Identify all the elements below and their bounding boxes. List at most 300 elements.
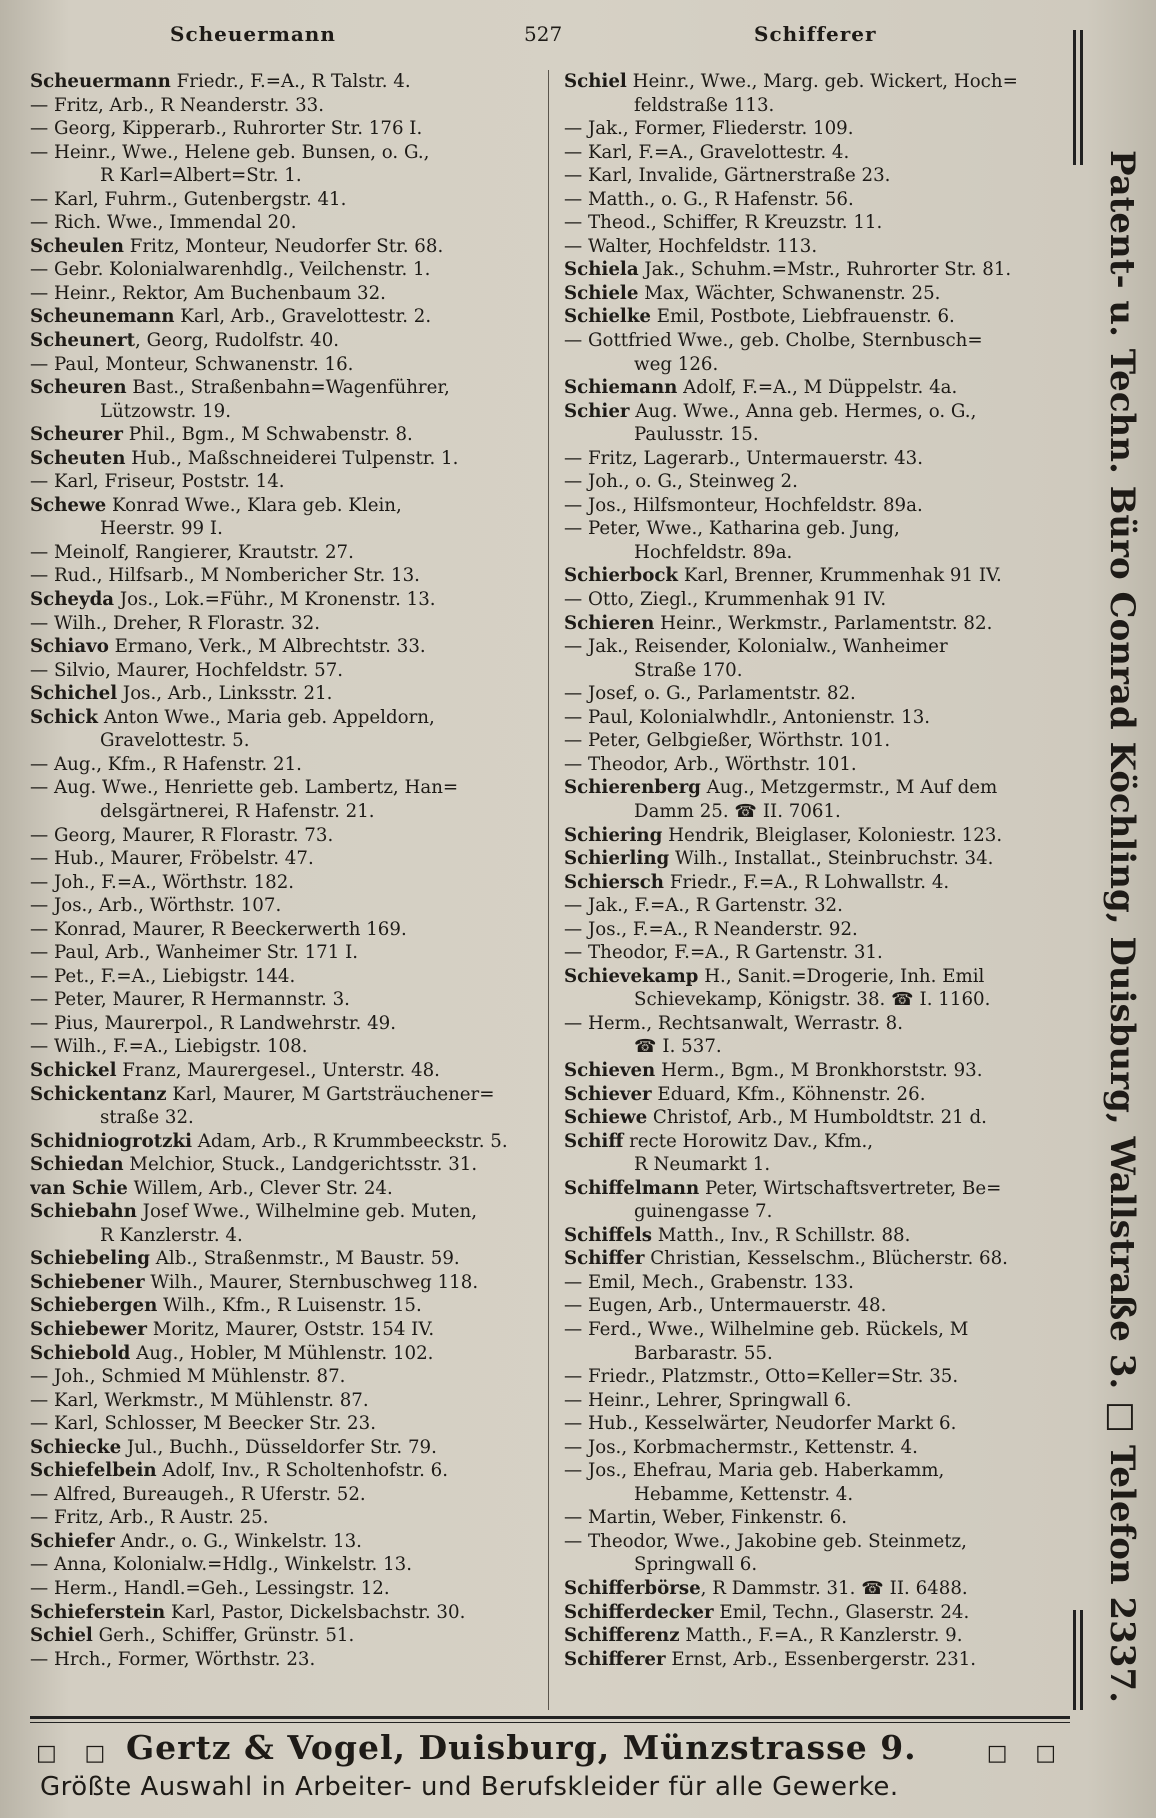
entry-details: Peter, Wirtschaftsvertreter, Be= (699, 1177, 1002, 1199)
entry-details: Willem, Arb., Clever Str. 24. (127, 1177, 393, 1199)
entry-details: straße 32. (100, 1107, 194, 1129)
entry-surname: Schieferstein (30, 1601, 166, 1623)
directory-entry (30, 824, 550, 848)
entry-details: H., Sanit.=Drogerie, Inh. Emil (698, 965, 985, 987)
entry-details: Anton Wwe., Maria geb. Appeldorn, (98, 706, 435, 728)
entry-surname: Schifferer (564, 1648, 666, 1670)
entry-details: — Jos., Ehefrau, Maria geb. Haberkamm, (564, 1460, 945, 1482)
directory-entry (564, 235, 1064, 259)
entry-details: Schievekamp, Königstr. 38. ☎ I. 1160. (634, 989, 991, 1011)
directory-entry (564, 117, 1064, 141)
entry-surname: Schickentanz (30, 1083, 167, 1105)
entry-details: — Pet., F.=A., Liebigstr. 144. (30, 965, 296, 987)
directory-entry (30, 1012, 550, 1036)
entry-surname: Schiefer (30, 1530, 115, 1552)
directory-entry (30, 164, 550, 188)
entry-details: — Ferd., Wwe., Wilhelmine geb. Rückels, M (564, 1318, 969, 1340)
entry-surname: Schievekamp (564, 965, 699, 987)
directory-entry (564, 1459, 1064, 1483)
entry-details: — Karl, Schlosser, M Beecker Str. 23. (30, 1413, 376, 1435)
entry-details: — Hrch., Former, Wörthstr. 23. (30, 1648, 316, 1670)
directory-entry (564, 635, 1064, 659)
entry-surname: Schiebergen (30, 1295, 158, 1317)
entry-details: Hub., Maßschneiderei Tulpenstr. 1. (125, 447, 459, 469)
entry-details: Gerh., Schiffer, Grünstr. 51. (92, 1625, 355, 1647)
directory-entry (564, 258, 1064, 282)
directory-entry (564, 871, 1064, 895)
entry-details: Emil, Postbote, Liebfrauenstr. 6. (651, 306, 955, 328)
entry-details: Moritz, Maurer, Oststr. 154 IV. (147, 1318, 435, 1340)
directory-entry (564, 753, 1064, 777)
entry-details: Wilh., Maurer, Sternbuschweg 118. (144, 1271, 479, 1293)
entry-details: Fritz, Monteur, Neudorfer Str. 68. (123, 235, 444, 257)
directory-entry (30, 1530, 550, 1554)
directory-entry (564, 1624, 1064, 1648)
directory-entry (564, 1294, 1064, 1318)
ad-boxes-left: □ □ (36, 1740, 116, 1766)
directory-entry (30, 1601, 550, 1625)
entry-details: , Georg, Rudolfstr. 40. (135, 330, 340, 352)
directory-entry (564, 1059, 1064, 1083)
entry-details: — Jak., Reisender, Kolonialw., Wanheimer (564, 636, 948, 658)
directory-entry (564, 706, 1064, 730)
directory-entry (30, 800, 550, 824)
entry-details: — Pius, Maurerpol., R Landwehrstr. 49. (30, 1012, 397, 1034)
entry-surname: Schidniogrotzki (30, 1130, 192, 1152)
entry-surname: Schiebold (30, 1342, 131, 1364)
entry-surname: Schier (564, 400, 630, 422)
entry-surname: Schiffels (564, 1224, 652, 1246)
directory-entry (564, 988, 1064, 1012)
directory-entry (30, 847, 550, 871)
header-left-title: Scheuermann (170, 22, 336, 46)
directory-entry (564, 1177, 1064, 1201)
side-rule-top-1 (1073, 30, 1076, 165)
entry-surname: Schierling (564, 848, 670, 870)
entry-details: — Karl, Fuhrm., Gutenbergstr. 41. (30, 188, 347, 210)
side-rule-bottom-1 (1073, 1610, 1076, 1710)
entry-details: Karl, Arb., Gravelottestr. 2. (174, 306, 432, 328)
directory-entry (30, 1318, 550, 1342)
entry-surname: Scheunert (30, 330, 136, 352)
directory-entry (30, 729, 550, 753)
entry-surname: Schiemann (564, 377, 678, 399)
entry-details: R Kanzlerstr. 4. (100, 1224, 243, 1246)
entry-details: — Heinr., Lehrer, Springwall 6. (564, 1389, 852, 1411)
directory-entry (30, 188, 550, 212)
directory-entry (564, 305, 1064, 329)
entry-details: recte Horowitz Dav., Kfm., (623, 1130, 874, 1152)
entry-details: Ernst, Arb., Essenbergerstr. 231. (665, 1648, 977, 1670)
directory-entry (30, 1389, 550, 1413)
directory-entry (564, 800, 1064, 824)
entry-details: Hochfeldstr. 89a. (634, 541, 793, 563)
entry-surname: Schiebeling (30, 1248, 150, 1270)
directory-entry (30, 1247, 550, 1271)
bottom-rule (30, 1716, 1070, 1719)
entry-details: — Rud., Hilfsarb., M Nombericher Str. 13. (30, 565, 420, 587)
entry-surname: Scheuermann (30, 71, 171, 92)
entry-details: — Jak., Former, Fliederstr. 109. (564, 118, 854, 140)
entry-details: — Joh., Schmied M Mühlenstr. 87. (30, 1366, 346, 1388)
directory-entry (30, 753, 550, 777)
entry-details: Alb., Straßenmstr., M Baustr. 59. (149, 1248, 460, 1270)
entry-details: Aug. Wwe., Anna geb. Hermes, o. G., (629, 400, 977, 422)
entry-details: — Karl, Friseur, Poststr. 14. (30, 471, 285, 493)
entry-details: — Karl, Werkmstr., M Mühlenstr. 87. (30, 1389, 369, 1411)
directory-entry (30, 447, 550, 471)
entry-surname: Schiever (564, 1083, 652, 1105)
entry-surname: Schewe (30, 494, 107, 516)
directory-entry (30, 1483, 550, 1507)
directory-entry (564, 1318, 1064, 1342)
entry-details: Karl, Maurer, M Gartsträuchener= (166, 1083, 495, 1105)
directory-entry (30, 988, 550, 1012)
entry-details: — Theodor, Arb., Wörthstr. 101. (564, 753, 857, 775)
entry-details: — Herm., Rechtsanwalt, Werrastr. 8. (564, 1012, 903, 1034)
directory-entry (564, 659, 1064, 683)
entry-details: — Gebr. Kolonialwarenhdlg., Veilchenstr. 1. (30, 259, 431, 281)
entry-details: — Georg, Maurer, R Florastr. 73. (30, 824, 334, 846)
header-right-title: Schifferer (754, 22, 877, 46)
entry-surname: Schiavo (30, 636, 109, 658)
directory-entry (30, 1506, 550, 1530)
ad-boxes-right: □ □ (986, 1740, 1066, 1766)
entry-details: — Wilh., Dreher, R Florastr. 32. (30, 612, 321, 634)
directory-entry (30, 517, 550, 541)
directory-entry (564, 824, 1064, 848)
directory-entry (564, 965, 1064, 989)
directory-entry (30, 682, 550, 706)
directory-entry (564, 517, 1064, 541)
directory-entry (564, 1648, 1064, 1672)
directory-entry (564, 282, 1064, 306)
entry-details: — Joh., o. G., Steinweg 2. (564, 471, 798, 493)
directory-entry (564, 1247, 1064, 1271)
entry-details: Melchior, Stuck., Landgerichtsstr. 31. (123, 1154, 478, 1176)
entry-details: — Peter, Gelbgießer, Wörthstr. 101. (564, 730, 891, 752)
entry-details: Hebamme, Kettenstr. 4. (634, 1483, 854, 1505)
entry-surname: Schiel (564, 71, 627, 92)
entry-details: — Joh., F.=A., Wörthstr. 182. (30, 871, 295, 893)
directory-entry (564, 70, 1064, 94)
directory-entry (564, 941, 1064, 965)
entry-details: R Karl=Albert=Str. 1. (100, 165, 302, 187)
directory-entry (30, 1200, 550, 1224)
entry-surname: Schiebahn (30, 1201, 137, 1223)
entry-surname: Schifferbörse (564, 1578, 701, 1599)
entry-details: Jak., Schuhm.=Mstr., Ruhrorter Str. 81. (638, 259, 1012, 281)
entry-details: Hendrik, Bleiglaser, Koloniestr. 123. (662, 824, 1003, 846)
directory-entry (30, 612, 550, 636)
entry-details: — Theod., Schiffer, R Kreuzstr. 11. (564, 212, 883, 234)
entry-details: Ermano, Verk., M Albrechtstr. 33. (108, 636, 426, 658)
directory-entry (30, 423, 550, 447)
entry-details: — Alfred, Bureaugeh., R Uferstr. 52. (30, 1483, 366, 1505)
entry-details: Wilh., Installat., Steinbruchstr. 34. (669, 848, 994, 870)
entry-details: — Heinr., Rektor, Am Buchenbaum 32. (30, 282, 386, 304)
entry-details: — Hub., Kesselwärter, Neudorfer Markt 6. (564, 1413, 957, 1435)
entry-details: Adam, Arb., R Krummbeeckstr. 5. (192, 1130, 508, 1152)
entry-details: — Karl, F.=A., Gravelottestr. 4. (564, 141, 850, 163)
directory-entry (564, 1389, 1064, 1413)
entry-details: Adolf, F.=A., M Düppelstr. 4a. (677, 377, 958, 399)
entry-surname: Schiff (564, 1130, 624, 1152)
entry-details: — Heinr., Wwe., Helene geb. Bunsen, o. G., (30, 141, 430, 163)
entry-details: — Walter, Hochfeldstr. 113. (564, 235, 818, 257)
directory-entry (30, 94, 550, 118)
directory-entry (564, 729, 1064, 753)
directory-entry (30, 1459, 550, 1483)
ad-company: Gertz & Vogel, Duisburg, Münzstrasse 9. (126, 1728, 917, 1767)
entry-details: — Meinolf, Rangierer, Krautstr. 27. (30, 541, 354, 563)
entry-details: Christian, Kesselschm., Blücherstr. 68. (644, 1248, 1008, 1270)
directory-entry (564, 1342, 1064, 1366)
directory-entry (30, 470, 550, 494)
directory-entry (564, 776, 1064, 800)
entry-details: — Jos., Hilfsmonteur, Hochfeldstr. 89a. (564, 494, 923, 516)
directory-entry (30, 965, 550, 989)
entry-details: weg 126. (634, 353, 719, 375)
entry-details: — Fritz, Lagerarb., Untermauerstr. 43. (564, 447, 923, 469)
entry-details: Aug., Metzgermstr., M Auf dem (700, 777, 998, 799)
entry-details: — Anna, Kolonialw.=Hdlg., Winkelstr. 13. (30, 1554, 413, 1576)
entry-details: — Jos., Arb., Wörthstr. 107. (30, 895, 282, 917)
entry-details: Josef Wwe., Wilhelmine geb. Muten, (136, 1201, 478, 1223)
directory-entry (564, 94, 1064, 118)
directory-entry (30, 117, 550, 141)
entry-details: Jul., Buchh., Düsseldorfer Str. 79. (121, 1436, 437, 1458)
entry-details: Straße 170. (634, 659, 743, 681)
entry-surname: Schiecke (30, 1436, 122, 1458)
directory-entry (30, 894, 550, 918)
directory-entry (564, 1271, 1064, 1295)
entry-details: Emil, Techn., Glaserstr. 24. (713, 1601, 970, 1623)
entry-details: — Eugen, Arb., Untermauerstr. 48. (564, 1295, 887, 1317)
entry-surname: Scheulen (30, 235, 124, 257)
entry-details: — Fritz, Arb., R Austr. 25. (30, 1507, 269, 1529)
directory-entry (564, 470, 1064, 494)
entry-details: R Neumarkt 1. (634, 1154, 771, 1176)
directory-entry (564, 141, 1064, 165)
directory-entry (30, 353, 550, 377)
entry-details: — Fritz, Arb., R Neanderstr. 33. (30, 94, 325, 116)
entry-details: Adolf, Inv., R Scholtenhofstr. 6. (156, 1460, 449, 1482)
entry-surname: Schiele (564, 282, 639, 304)
directory-entry (30, 541, 550, 565)
directory-entry (564, 423, 1064, 447)
column-divider (548, 70, 549, 1710)
entry-details: — Aug., Kfm., R Hafenstr. 21. (30, 753, 302, 775)
entry-details: — Paul, Kolonialwhdlr., Antonienstr. 13. (564, 706, 931, 728)
entry-details: Aug., Hobler, M Mühlenstr. 102. (130, 1342, 434, 1364)
directory-entry (30, 1083, 550, 1107)
entry-details: Friedr., F.=A., R Lohwallstr. 4. (664, 871, 950, 893)
directory-entry (30, 1130, 550, 1154)
entry-surname: Schieren (564, 612, 655, 634)
entry-surname: Schiefelbein (30, 1460, 157, 1482)
entry-details: — Hub., Maurer, Fröbelstr. 47. (30, 848, 314, 870)
directory-entry (30, 1177, 550, 1201)
entry-surname: Schichel (30, 683, 118, 705)
directory-entry (30, 1059, 550, 1083)
entry-surname: Schiering (564, 824, 663, 846)
directory-entry (30, 564, 550, 588)
entry-details: Barbarastr. 55. (634, 1342, 773, 1364)
entry-surname: Schiebewer (30, 1318, 148, 1340)
directory-entry (30, 1224, 550, 1248)
directory-entry (30, 494, 550, 518)
entry-details: Heinr., Wwe., Marg. geb. Wickert, Hoch= (626, 71, 1018, 92)
directory-entry (564, 1200, 1064, 1224)
entry-details: — Gottfried Wwe., geb. Cholbe, Sternbusch= (564, 330, 983, 352)
directory-entry (30, 400, 550, 424)
directory-entry (30, 70, 550, 94)
directory-entry (30, 1624, 550, 1648)
entry-details: Herm., Bgm., M Bronkhorststr. 93. (655, 1059, 983, 1081)
entry-details: — Karl, Invalide, Gärtnerstraße 23. (564, 165, 891, 187)
entry-details: — Paul, Monteur, Schwanenstr. 16. (30, 353, 354, 375)
entry-details: Heerstr. 99 I. (100, 518, 223, 540)
directory-entry (564, 376, 1064, 400)
left-column (30, 70, 550, 1671)
entry-details: — Herm., Handl.=Geh., Lessingstr. 12. (30, 1578, 390, 1599)
directory-entry (564, 164, 1064, 188)
entry-details: Friedr., F.=A., R Talstr. 4. (170, 71, 411, 92)
entry-details: Konrad Wwe., Klara geb. Klein, (106, 494, 402, 516)
entry-details: — Peter, Wwe., Katharina geb. Jung, (564, 518, 900, 540)
entry-surname: Schifferdecker (564, 1601, 714, 1623)
entry-details: — Theodor, Wwe., Jakobine geb. Steinmetz, (564, 1530, 967, 1552)
entry-details: Paulusstr. 15. (634, 424, 759, 446)
entry-details: delsgärtnerei, R Hafenstr. 21. (100, 800, 375, 822)
entry-surname: Schiersch (564, 871, 665, 893)
entry-details: Bast., Straßenbahn=Wagenführer, (126, 377, 450, 399)
directory-entry (30, 659, 550, 683)
entry-surname: Scheyda (30, 589, 115, 611)
entry-details: guinengasse 7. (634, 1201, 773, 1223)
directory-entry (564, 211, 1064, 235)
directory-entry (564, 541, 1064, 565)
directory-entry (564, 1130, 1064, 1154)
entry-details: — Paul, Arb., Wanheimer Str. 171 I. (30, 942, 359, 964)
directory-entry (564, 188, 1064, 212)
entry-details: — Wilh., F.=A., Liebigstr. 108. (30, 1036, 308, 1058)
directory-entry (30, 1271, 550, 1295)
side-rule-top-2 (1080, 30, 1083, 165)
directory-entry (30, 1106, 550, 1130)
directory-entry (30, 329, 550, 353)
directory-entry (564, 1106, 1064, 1130)
right-column (564, 70, 1064, 1671)
directory-entry (30, 1412, 550, 1436)
entry-details: — Friedr., Platzmstr., Otto=Keller=Str. 35. (564, 1366, 959, 1388)
entry-details: ☎ I. 537. (634, 1036, 722, 1058)
bottom-ad-line1 (36, 1726, 1066, 1772)
entry-details: — Josef, o. G., Parlamentstr. 82. (564, 683, 856, 705)
directory-entry (30, 141, 550, 165)
entry-details: — Jak., F.=A., R Gartenstr. 32. (564, 895, 843, 917)
entry-details: Phil., Bgm., M Schwabenstr. 8. (122, 424, 413, 446)
entry-details: Max, Wächter, Schwanenstr. 25. (638, 282, 941, 304)
directory-entry (564, 847, 1064, 871)
directory-entry (30, 1342, 550, 1366)
directory-entry (564, 918, 1064, 942)
directory-entry (564, 329, 1064, 353)
entry-surname: Schierbock (564, 565, 679, 587)
entry-details: — Aug. Wwe., Henriette geb. Lambertz, Han= (30, 777, 459, 799)
entry-surname: Schiffer (564, 1248, 645, 1270)
directory-entry (564, 1436, 1064, 1460)
page-number: 527 (524, 22, 563, 46)
entry-details: Franz, Maurergesel., Unterstr. 48. (116, 1059, 440, 1081)
entry-surname: Schickel (30, 1059, 117, 1081)
directory-entry (564, 564, 1064, 588)
directory-entry (564, 682, 1064, 706)
entry-surname: Scheuren (30, 377, 127, 399)
entry-surname: Schifferenz (564, 1625, 680, 1647)
directory-entry (564, 1083, 1064, 1107)
entry-details: — Georg, Kipperarb., Ruhrorter Str. 176 I. (30, 118, 423, 140)
directory-entry (564, 1506, 1064, 1530)
entry-surname: Schiewe (564, 1107, 648, 1129)
entry-details: — Rich. Wwe., Immendal 20. (30, 212, 297, 234)
entry-details: — Emil, Mech., Grabenstr. 133. (564, 1271, 854, 1293)
entry-surname: Scheurer (30, 424, 123, 446)
directory-entry (564, 447, 1064, 471)
entry-details: — Peter, Maurer, R Hermannstr. 3. (30, 989, 350, 1011)
directory-entry (30, 305, 550, 329)
entry-details: — Matth., o. G., R Hafenstr. 56. (564, 188, 854, 210)
directory-entry (30, 588, 550, 612)
entry-details: Springwall 6. (634, 1554, 758, 1576)
directory-entry (564, 1601, 1064, 1625)
entry-surname: Schiel (30, 1625, 93, 1647)
directory-entry (564, 894, 1064, 918)
directory-entry (30, 941, 550, 965)
directory-entry (564, 1577, 1064, 1601)
directory-entry (30, 1648, 550, 1672)
entry-surname: Schiedan (30, 1154, 124, 1176)
directory-entry (30, 258, 550, 282)
entry-surname: Scheunemann (30, 306, 175, 328)
entry-details: — Jos., Korbmachermstr., Kettenstr. 4. (564, 1436, 918, 1458)
entry-details: Lützowstr. 19. (100, 400, 232, 422)
directory-entry (564, 588, 1064, 612)
entry-details: Matth., F.=A., R Kanzlerstr. 9. (679, 1625, 963, 1647)
entry-details: Andr., o. G., Winkelstr. 13. (114, 1530, 362, 1552)
entry-details: — Martin, Weber, Finkenstr. 6. (564, 1507, 848, 1529)
entry-surname: van Schie (30, 1177, 128, 1199)
entry-details: — Jos., F.=A., R Neanderstr. 92. (564, 918, 858, 940)
directory-entry (30, 871, 550, 895)
directory-entry (564, 494, 1064, 518)
bottom-ad-line2: Größte Auswahl in Arbeiter- und Berufskleider für alle Gewerke. (40, 1772, 899, 1802)
directory-entry (564, 1483, 1064, 1507)
side-rule-bottom-2 (1080, 1610, 1083, 1710)
directory-entry (30, 1294, 550, 1318)
entry-details: — Silvio, Maurer, Hochfeldstr. 57. (30, 659, 344, 681)
directory-entry (564, 1365, 1064, 1389)
entry-surname: Schiebener (30, 1271, 145, 1293)
directory-entry (564, 400, 1064, 424)
entry-surname: Schiela (564, 259, 639, 281)
entry-details: Karl, Brenner, Krummenhak 91 IV. (678, 565, 1002, 587)
directory-entry (30, 1553, 550, 1577)
entry-surname: Schielke (564, 306, 651, 328)
directory-entry (30, 635, 550, 659)
directory-entry (564, 1012, 1064, 1036)
